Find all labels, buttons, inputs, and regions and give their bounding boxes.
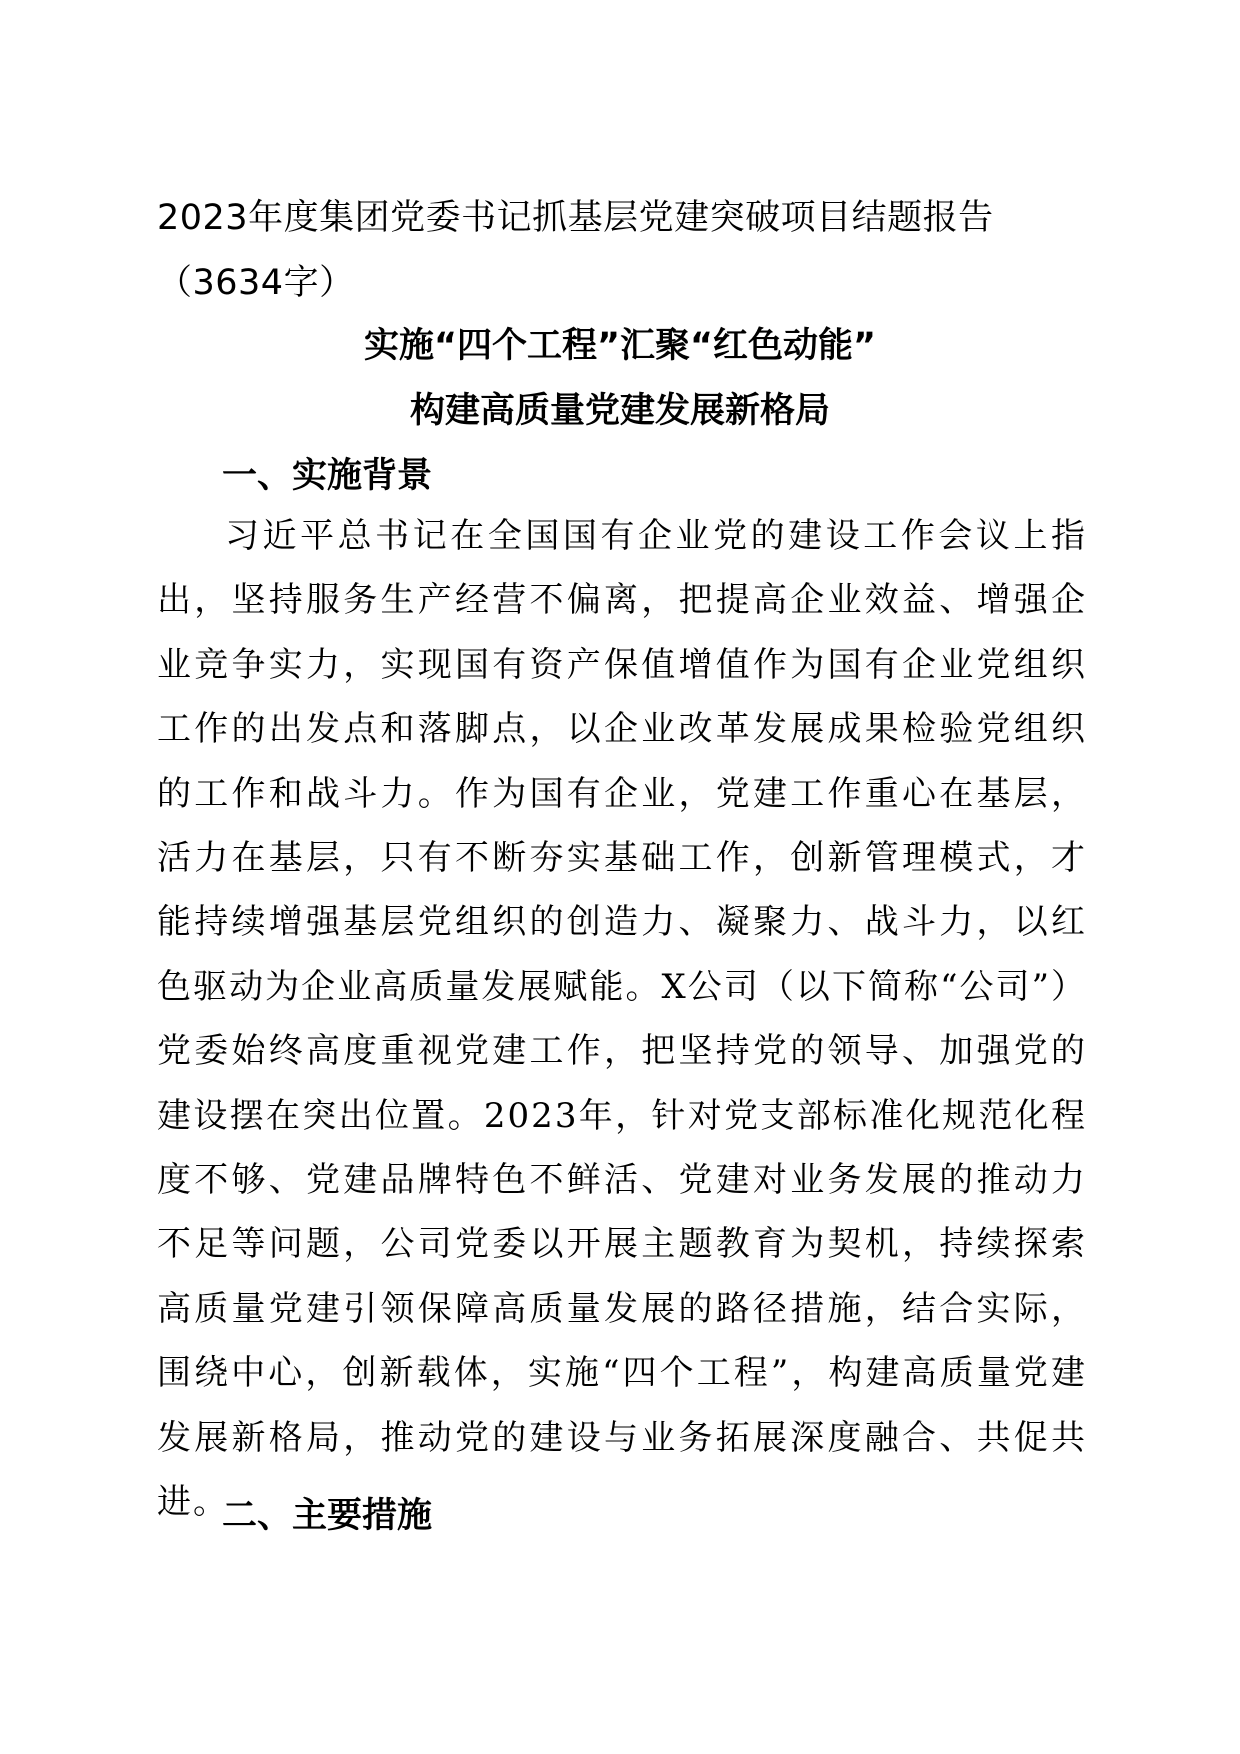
report-title: 2023年度集团党委书记抓基层党建突破项目结题报告（3634字） (157, 198, 994, 303)
background-paragraph: 习近平总书记在全国国有企业党的建设工作会议上指出，坚持服务生产经营不偏离，把提高企业效益、增强企业竞争实力，实现国有资产保值增值作为国有企业党组织工作的出发点和落脚点，以企业改革发展成果检验党组织的工作和战斗力。作为国有企业，党建工作重心在基层，活力在基层，只有不断夯实基础工作，创新管理模式，才能持续增强基层党组织的创造力、凝聚力、战斗力，以红色驱动为企业高质量发展赋能。X公司（以下简称“公司”）党委始终高度重视党建工作，把坚持党的领导、加强党的建设摆在突出位置。2023年，针对党支部标准化规范化程度不够、党建品牌特色不鲜活、党建对业务发展的推动力不足等问题，公司党委以开展主题教育为契机，持续探索高质量党建引领保障高质量发展的路径措施，结合实际，围绕中心，创新载体，实施“四个工程”，构建高质量党建发展新格局，推动党的建设与业务拓展深度融合、共促共进。 (157, 516, 1087, 1523)
section-heading-background: 一、实施背景 (222, 456, 433, 496)
section-heading-measures: 二、主要措施 (222, 1496, 433, 1536)
subtitle-line-2: 构建高质量党建发展新格局 (409, 391, 830, 431)
subtitle-line-1: 实施“四个工程”汇聚“红色动能” (363, 326, 876, 366)
